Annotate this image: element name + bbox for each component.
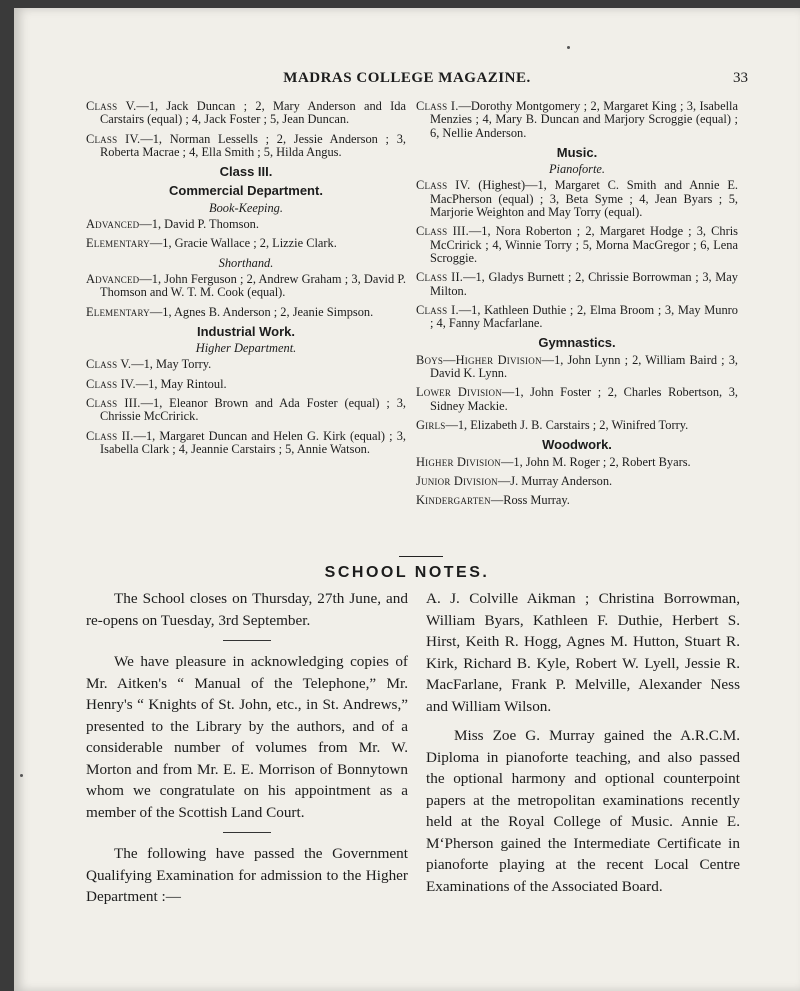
prize-entry: Class V.—1, May Torry. [86, 357, 212, 372]
school-notes-title: SCHOOL NOTES. [324, 564, 490, 581]
left-prize-column [86, 100, 406, 462]
subsection-heading: Higher Department. [195, 341, 297, 356]
prize-entry: Class I.—1, Kathleen Duthie ; 2, Elma Broom ; 3, May Munro ; 4, Fanny Macfarlane. [416, 302, 738, 331]
magazine-page [14, 8, 800, 991]
paper-speck [567, 46, 570, 49]
page-number: 33 [733, 70, 748, 86]
school-notes-right-column [426, 588, 740, 897]
subsection-heading: Pianoforte. [548, 162, 606, 177]
subsection-heading: Shorthand. [218, 255, 274, 270]
prize-entry: Class II.—1, Gladys Burnett ; 2, Chrissie Borrowman ; 3, May Milton. [416, 270, 738, 298]
prize-entry: Class IV.—1, May Rintoul. [86, 376, 227, 391]
school-notes-left-column [86, 588, 408, 908]
prize-entry: Advanced—1, John Ferguson ; 2, Andrew Graham ; 3, David P. Thomson and W. T. M. Cook (equal). [86, 271, 406, 300]
paragraph-rule [223, 640, 271, 641]
section-divider [399, 556, 443, 557]
prize-entry: Class IV. (Highest)—1, Margaret C. Smith and Annie E. MacPherson (equal) ; 3, Beta Syme ; 4, Jean Byars ; 5, Marjorie Weighton and May Torry (equal). [416, 178, 738, 220]
prize-entry: Class I.—Dorothy Montgomery ; 2, Margaret King ; 3, Isabella Menzies ; 4, Mary B. Duncan and Marjory Scroggie (equal) ; 6, Nellie Anderson. [416, 99, 738, 140]
section-heading: Industrial Work. [197, 323, 295, 339]
notes-paragraph: The following have passed the Government Qualifying Examination for admission to the Higher Department :— [86, 845, 408, 905]
prize-entry: Class V.—1, Jack Duncan ; 2, Mary Anderson and Ida Carstairs (equal) ; 4, Jack Foster ; 5, Jean Duncan. [86, 99, 406, 127]
paragraph-rule [223, 832, 271, 833]
section-heading: Gymnastics. [538, 335, 616, 351]
prize-entry: Class II.—1, Margaret Duncan and Helen G. Kirk (equal) ; 3, Isabella Clark ; 4, Jeannie Carstairs ; 5, Annie Watson. [86, 428, 406, 456]
paper-speck [20, 774, 23, 777]
section-heading: Woodwork. [542, 437, 612, 453]
running-header-title: MADRAS COLLEGE MAGAZINE. [283, 70, 531, 86]
notes-paragraph: Miss Zoe G. Murray gained the A.R.C.M. Diploma in pianoforte teaching, and also passed the optional harmony and optional counterpoint papers at the metropolitan examinations recently held at the Royal College of Music. Annie E. M‘Pherson gained the Intermediate Certificate in pianoforte playing at the recent Local Centre Examinations of the Associated Board. [426, 727, 740, 895]
prize-entry: Class III.—1, Nora Roberton ; 2, Margaret Hodge ; 3, Chris McCririck ; 4, Winnie Torry ; 5, Morna MacGregor ; 6, Lena Scroggie. [416, 224, 738, 265]
notes-paragraph: A. J. Colville Aikman ; Christina Borrowman, William Byars, Kathleen F. Duthie, Herbert S. Hirst, Keith R. Hogg, Agnes M. Hutton, Stuart R. Kirk, Richard B. Kyle, Robert W. Lyell, Jessie R. MacFarlane, Frank P. Melville, Alexander Ness and William Wilson. [426, 590, 740, 715]
prize-entry: Class III.—1, Eleanor Brown and Ada Foster (equal) ; 3, Chrissie McCririck. [86, 396, 406, 424]
section-heading: Commercial Department. [169, 183, 323, 199]
subsection-heading: Book-Keeping. [209, 200, 283, 215]
prize-entry: Elementary—1, Agnes B. Anderson ; 2, Jeanie Simpson. [86, 304, 374, 319]
prize-entry: Lower Division—1, John Foster ; 2, Charles Robertson, 3, Sidney Mackie. [416, 385, 739, 413]
prize-entry: Girls—1, Elizabeth J. B. Carstairs ; 2, Winifred Torry. [416, 417, 689, 432]
prize-entry: Boys—Higher Division—1, John Lynn ; 2, William Baird ; 3, David K. Lynn. [416, 352, 738, 381]
prize-entry: Higher Division—1, John M. Roger ; 2, Robert Byars. [416, 454, 691, 469]
prize-entry: Elementary—1, Gracie Wallace ; 2, Lizzie Clark. [86, 236, 337, 251]
prize-entry: Kindergarten—Ross Murray. [416, 493, 570, 508]
section-heading: Music. [556, 144, 598, 160]
prize-entry: Class IV.—1, Norman Lessells ; 2, Jessie Anderson ; 3, Roberta Macrae ; 4, Ella Smith ; 5, Hilda Angus. [86, 131, 406, 159]
notes-paragraph: We have pleasure in acknowledging copies of Mr. Aitken's “ Manual of the Telephone,” Mr. Henry's “ Knights of St. John, etc., in St. Andrews,” presented to the Library by the authors, and of a considerable number of volumes from Mr. W. Morton and from Mr. E. E. Morrison of Bonnytown whom we congratulate on his appointment as a member of the Scottish Land Court. [86, 653, 408, 821]
right-prize-column [416, 100, 738, 513]
prize-entry: Advanced—1, David P. Thomson. [86, 217, 259, 232]
section-heading: Class III. [219, 164, 273, 180]
prize-entry: Junior Division—J. Murray Anderson. [416, 473, 613, 488]
notes-paragraph: The School closes on Thursday, 27th June, and re-opens on Tuesday, 3rd September. [86, 590, 408, 629]
